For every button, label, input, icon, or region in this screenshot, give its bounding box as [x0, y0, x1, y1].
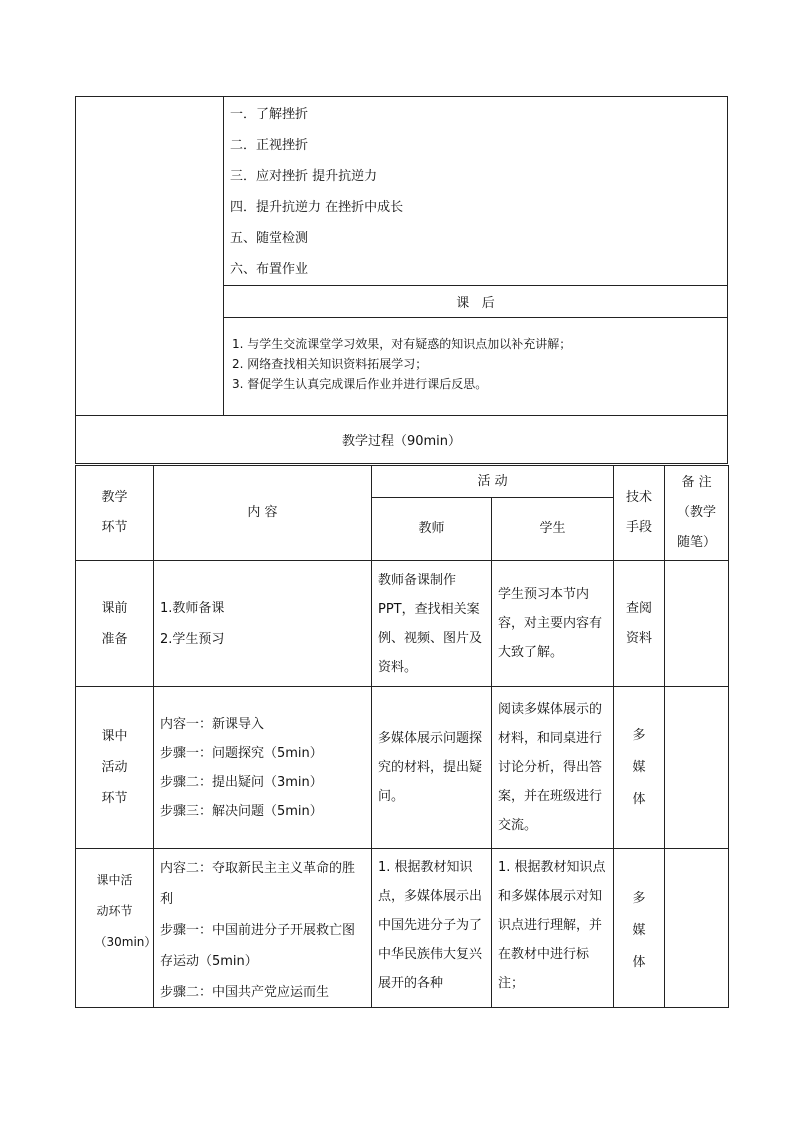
row-tech: [614, 561, 665, 687]
header-tech: [614, 466, 665, 561]
content-line: 内容二：夺取新民主主义革命的胜利: [160, 861, 356, 907]
row-segment-label: 课前准备: [101, 600, 128, 647]
row-tech: [614, 687, 665, 849]
class-steps-cell: [224, 97, 728, 286]
row-note: [665, 687, 729, 849]
row-teacher-text: 多媒体展示问题探究的材料，提出疑问。: [378, 731, 483, 804]
header-activity: 活 动: [372, 466, 614, 498]
row-content: [154, 561, 372, 687]
content-line: 2.学生预习: [160, 631, 225, 647]
after-class-task: 2. 网络查找相关知识资料拓展学习；: [232, 357, 428, 371]
header-note-label: 备 注（教学随笔）: [677, 475, 717, 550]
row-tech-text: 多媒体: [632, 891, 646, 970]
header-content: 内 容: [154, 466, 372, 561]
after-class-tasks: [224, 318, 727, 408]
header-segment: [76, 466, 154, 561]
after-class-tasks-cell: [224, 318, 728, 416]
table-row: [76, 849, 729, 1008]
row-note: [665, 849, 729, 1008]
row-note: [665, 561, 729, 687]
row-student-text: 学生预习本节内容，对主要内容有大致了解。: [498, 587, 603, 660]
row-student-text: 阅读多媒体展示的材料，和同桌进行讨论分析，得出答案，并在班级进行交流。: [498, 702, 603, 833]
content-line: 步骤二：提出疑问（3min）: [160, 774, 323, 790]
class-steps-list: [224, 97, 727, 285]
row-segment-label: 课中活动环节（30min）: [94, 873, 157, 949]
row-content: [154, 849, 372, 1008]
process-title: 教学过程（90min）: [76, 416, 728, 464]
class-step: 五、随堂检测: [230, 231, 309, 246]
after-class-task: 1. 与学生交流课堂学习效果，对有疑惑的知识点加以补充讲解；: [232, 337, 572, 351]
content-line: 1.教师备课: [160, 600, 225, 616]
row-teacher: [372, 687, 492, 849]
header-tech-label: 技术手段: [626, 490, 653, 535]
table-row: [76, 561, 729, 687]
header-segment-label: 教学环节: [101, 490, 128, 535]
lesson-plan-upper-table: [75, 96, 728, 464]
content-line: 步骤一：问题探究（5min）: [160, 745, 323, 761]
row-teacher: [372, 849, 492, 1008]
after-class-header: 课 后: [224, 286, 728, 318]
teaching-process-table: [75, 465, 729, 1008]
row-segment: [76, 687, 154, 849]
class-step: 四．提升抗逆力 在挫折中成长: [230, 200, 404, 215]
class-step: 二．正视挫折: [230, 138, 309, 153]
row-teacher: [372, 561, 492, 687]
row-teacher-text: 教师备课制作PPT，查找相关案例、视频、图片及资料。: [378, 572, 483, 675]
row-tech-text: 多媒体: [632, 727, 646, 807]
header-teacher: 教师: [372, 498, 492, 561]
row-content: [154, 687, 372, 849]
after-class-task: 3. 督促学生认真完成课后作业并进行课后反思。: [232, 377, 488, 391]
left-blank-cell: [76, 97, 224, 416]
row-student-text: 1. 根据教材知识点和多媒体展示对知识点进行理解，并在教材中进行标注；: [498, 860, 606, 991]
row-student: [492, 687, 614, 849]
class-step: 三．应对挫折 提升抗逆力: [230, 169, 378, 184]
class-step: 一．了解挫折: [230, 107, 309, 122]
header-student: 学生: [492, 498, 614, 561]
content-line: 步骤二：中国共产党应运而生: [160, 985, 330, 1000]
content-line: 内容一：新课导入: [160, 716, 265, 732]
table-row: [76, 687, 729, 849]
row-segment: [76, 849, 157, 1008]
row-segment: [76, 561, 154, 687]
row-student: [492, 849, 614, 1008]
row-tech: [614, 849, 665, 1008]
header-note: [665, 466, 729, 561]
row-student: [492, 561, 614, 687]
row-segment-label: 课中活动环节: [101, 729, 128, 806]
content-line: 步骤一：中国前进分子开展救亡图存运动（5min）: [160, 923, 356, 969]
row-teacher-text: 1. 根据教材知识点，多媒体展示出中国先进分子为了中华民族伟大复兴展开的各种: [378, 860, 483, 991]
row-tech-text: 查阅资料: [626, 600, 653, 646]
class-step: 六、布置作业: [230, 262, 309, 277]
content-line: 步骤三：解决问题（5min）: [160, 803, 323, 819]
